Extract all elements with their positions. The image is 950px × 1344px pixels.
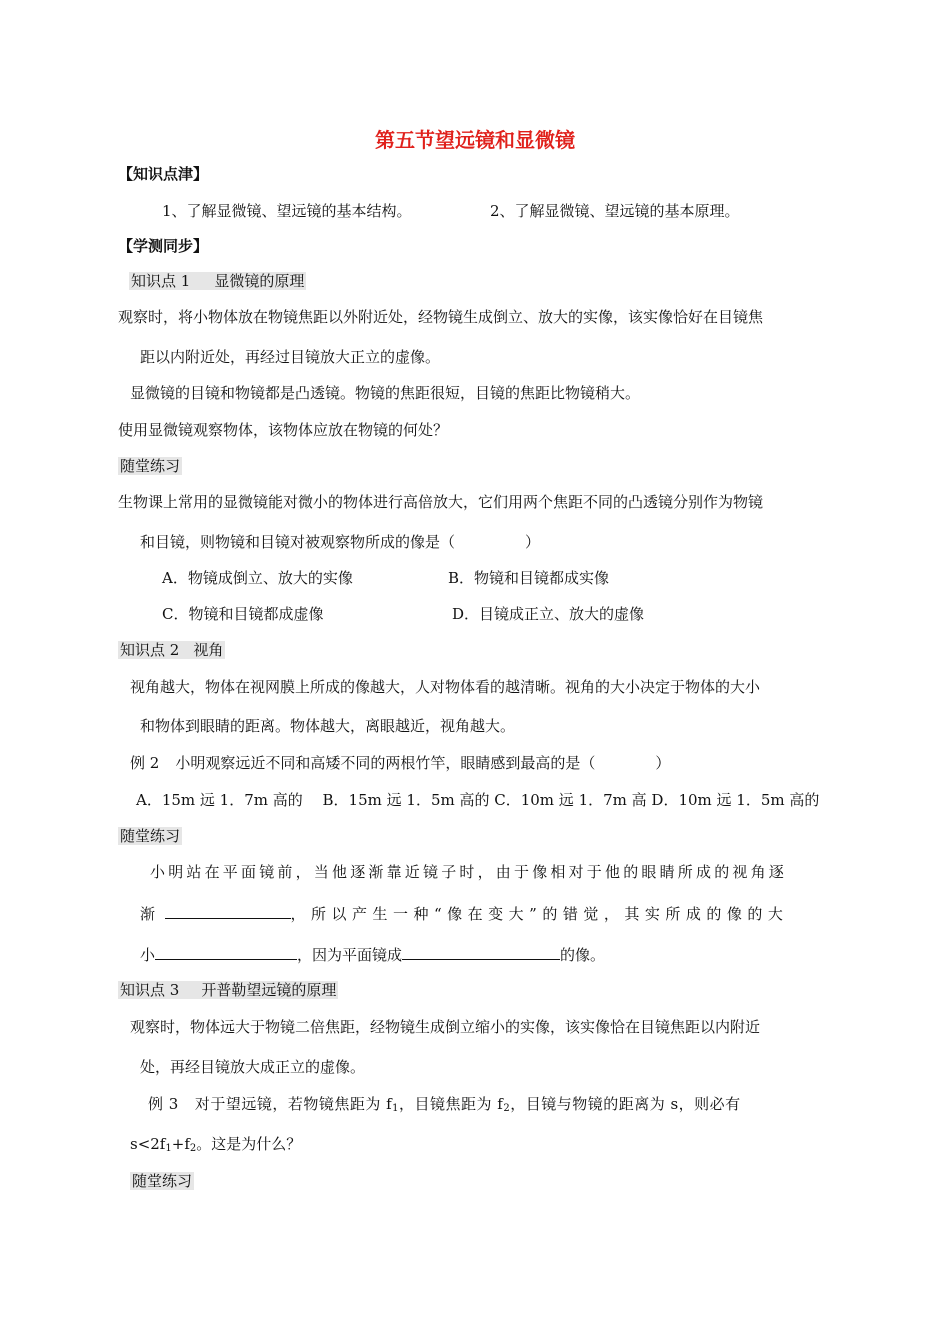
answer-blank-3[interactable] bbox=[402, 943, 560, 960]
example-2-text: 小明观察远近不同和高矮不同的两根竹竿，眼睛感到最高的是（ bbox=[175, 754, 596, 772]
kp1-question: 使用显微镜观察物体，该物体应放在物镜的何处？ bbox=[118, 421, 449, 439]
kp3-practice-heading bbox=[130, 1170, 194, 1192]
knowledge-point-1-name: 显微镜的原理 bbox=[214, 272, 305, 290]
kp2-paragraph-1a: 视角越大，物体在视网膜上所成的像越大，人对物体看的越清晰。视角的大小决定于物体的大小 bbox=[130, 678, 761, 696]
example-3-label: 例 3 bbox=[148, 1095, 179, 1113]
kp2-fill-line-3 bbox=[140, 943, 605, 966]
kp2-paragraph-1b: 和物体到眼睛的距离。物体越大，离眼越近，视角越大。 bbox=[140, 717, 516, 735]
knowledge-point-2-heading bbox=[118, 639, 225, 661]
kp1-practice-question-a: 生物课上常用的显微镜能对微小的物体进行高倍放大，它们用两个焦距不同的凸透镜分别作为物镜 bbox=[118, 493, 764, 511]
knowledge-point-1-heading bbox=[129, 270, 306, 292]
knowledge-point-3-label: 知识点 3 bbox=[120, 981, 180, 999]
example-3-line-2 bbox=[130, 1133, 301, 1155]
learning-goal-2: 2、了解显微镜、望远镜的基本原理。 bbox=[490, 202, 740, 220]
example-3-text-1: 对于望远镜，若物镜焦距为 f bbox=[194, 1095, 393, 1113]
knowledge-point-3-heading bbox=[118, 979, 338, 1001]
kp2-fill-line-2 bbox=[140, 902, 788, 925]
kp1-practice-label: 随堂练习 bbox=[120, 457, 181, 475]
option-d: D．目镜成正立、放大的虚像 bbox=[452, 605, 645, 623]
kp1-paragraph-1b: 距以内附近处，再经过目镜放大正立的虚像。 bbox=[140, 348, 441, 366]
kp1-paragraph-1a: 观察时，将小物体放在物镜焦距以外附近处，经物镜生成倒立、放大的实像，该实像恰好在目镜焦 bbox=[118, 308, 764, 326]
section-heading-learn: 【学测同步】 bbox=[118, 237, 209, 255]
inequality-part-1: s<2f bbox=[130, 1135, 166, 1153]
kp3-paragraph-1b: 处，再经目镜放大成正立的虚像。 bbox=[140, 1058, 366, 1076]
option-a: A．物镜成倒立、放大的实像 bbox=[162, 569, 353, 587]
kp2-fill-3-end: 的像。 bbox=[560, 946, 606, 964]
kp1-practice-heading bbox=[118, 455, 182, 477]
inequality-f2-subscript: 2 bbox=[189, 1143, 197, 1154]
f1-subscript: 1 bbox=[392, 1103, 400, 1114]
f2-subscript: 2 bbox=[503, 1103, 511, 1114]
example-2-label: 例 2 bbox=[130, 754, 160, 772]
inequality-part-2: +f bbox=[171, 1135, 190, 1153]
learning-goal-1: 1、了解显微镜、望远镜的基本结构。 bbox=[162, 202, 412, 220]
section-heading-knowledge: 【知识点津】 bbox=[118, 165, 209, 183]
option-c: C．物镜和目镜都成虚像 bbox=[162, 605, 324, 623]
kp2-practice-heading bbox=[118, 825, 182, 847]
kp2-fill-2-start: 渐 bbox=[140, 905, 161, 923]
example-2-options: A．15m 远 1．7m 高的 B．15m 远 1．5m 高的 C．10m 远 1．7m 高 D．10m 远 1．5m 高的 bbox=[136, 791, 820, 809]
knowledge-point-2-label: 知识点 2 bbox=[120, 641, 180, 659]
kp1-paragraph-2: 显微镜的目镜和物镜都是凸透镜。物镜的焦距很短，目镜的焦距比物镜稍大。 bbox=[130, 384, 641, 402]
kp1-practice-question-b bbox=[140, 531, 540, 553]
answer-blank-1[interactable] bbox=[165, 902, 291, 919]
knowledge-point-1-label: 知识点 1 bbox=[131, 272, 191, 290]
kp2-fill-2-rest: ，所以产生一种“像在变大”的错觉，其实所成的像的大 bbox=[290, 905, 789, 923]
inequality-part-3: 。这是为什么？ bbox=[196, 1135, 302, 1153]
example-2-close: ） bbox=[655, 754, 671, 772]
example-2 bbox=[130, 752, 670, 774]
kp1-question-close: ） bbox=[525, 533, 541, 551]
inequality-f1-subscript: 1 bbox=[165, 1143, 172, 1154]
kp2-fill-line-1: 小明站在平面镜前，当他逐渐靠近镜子时，由于像相对于他的眼睛所成的视角逐 bbox=[150, 863, 788, 881]
knowledge-point-2-name: 视角 bbox=[193, 641, 224, 659]
kp2-fill-3-start: 小 bbox=[140, 946, 156, 964]
kp2-practice-label: 随堂练习 bbox=[120, 827, 181, 845]
option-b: B．物镜和目镜都成实像 bbox=[448, 569, 610, 587]
kp1-question-text: 和目镜，则物镜和目镜对被观察物所成的像是（ bbox=[140, 533, 456, 551]
knowledge-point-3-name: 开普勒望远镜的原理 bbox=[201, 981, 337, 999]
kp3-practice-label: 随堂练习 bbox=[132, 1172, 193, 1190]
kp2-fill-3-mid: ，因为平面镜成 bbox=[297, 946, 403, 964]
example-3-text-3: ，目镜与物镜的距离为 s，则必有 bbox=[510, 1095, 741, 1113]
page-title: 第五节望远镜和显微镜 bbox=[375, 128, 575, 152]
example-3-line-1 bbox=[148, 1093, 741, 1115]
answer-blank-2[interactable] bbox=[155, 943, 297, 960]
kp3-paragraph-1a: 观察时，物体远大于物镜二倍焦距，经物镜生成倒立缩小的实像，该实像恰在目镜焦距以内附近 bbox=[130, 1018, 761, 1036]
example-3-text-2: ，目镜焦距为 f bbox=[399, 1095, 504, 1113]
